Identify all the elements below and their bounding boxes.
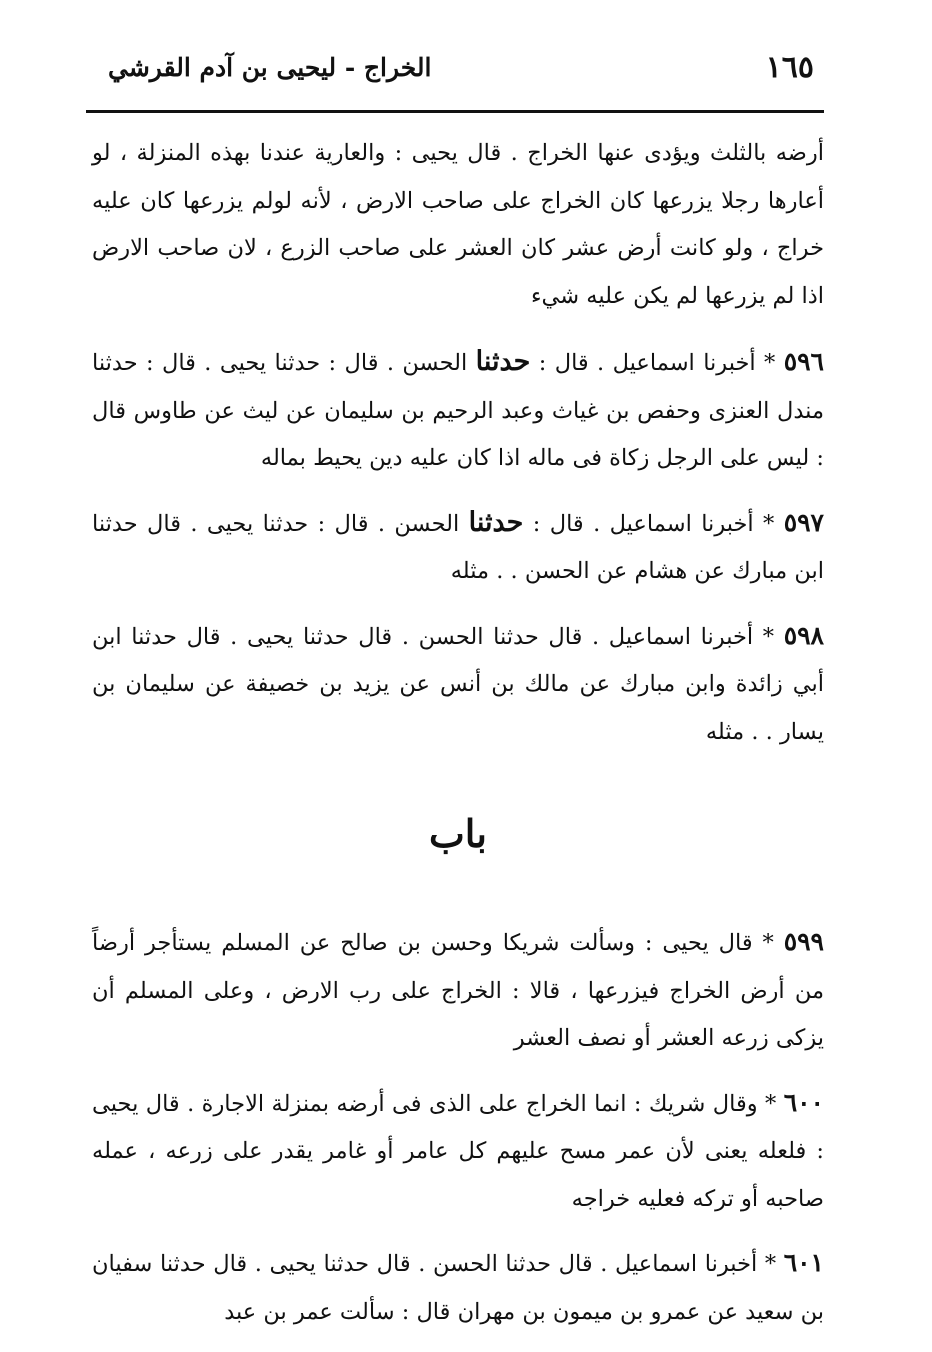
- paragraph-text: * أخبرنا اسماعيل . قال حدثنا الحسن . قال حدثنا يحيى . قال حدثنا ابن أبي زائدة وابن مبارك عن مالك بن أنس عن يزيد بن خصيفة عن سليمان بن يسار . . مثله: [92, 623, 824, 745]
- paragraph-597: [92, 499, 824, 596]
- paragraph-596: [92, 338, 824, 483]
- paragraph-text: * أخبرنا اسماعيل . قال :: [523, 510, 784, 537]
- paragraph-text: الحسن . قال : حدثنا يحيى . قال حدثنا ابن مبارك عن هشام عن الحسن . . مثله: [92, 510, 824, 584]
- emphasized-word: حدثنا: [468, 506, 524, 538]
- hadith-number: ٥٩٧: [783, 507, 824, 537]
- page-header: [108, 42, 814, 92]
- paragraph-598: [92, 612, 824, 757]
- running-title: الخراج - ليحيى بن آدم القرشي: [108, 52, 432, 82]
- paragraph-continuation: [92, 130, 824, 320]
- chapter-heading: باب: [429, 811, 487, 856]
- hadith-number: ٥٩٦: [783, 347, 824, 376]
- paragraph-text: * أخبرنا اسماعيل . قال :: [530, 350, 784, 376]
- hadith-number: ٦٠١: [783, 1248, 824, 1277]
- paragraph-text: الحسن . قال : حدثنا يحيى . قال : حدثنا مندل العنزى وحفص بن غياث وعبد الرحيم بن سليمان عن ليث عن طاوس قال : ليس على الرجل زكاة فى ماله اذا كان عليه دين يحيط بماله: [92, 350, 824, 471]
- hadith-number: ٥٩٨: [783, 620, 824, 650]
- page-number: ١٦٥: [765, 49, 814, 85]
- paragraph-599: [92, 918, 824, 1063]
- paragraph-601: [92, 1239, 824, 1336]
- hadith-number: ٦٠٠: [783, 1087, 824, 1117]
- paragraph-text: أرضه بالثلث ويؤدى عنها الخراج . قال يحيى : والعارية عندنا بهذه المنزلة ، لو أعارها رجلا يزرعها كان الخراج على صاحب الارض ، لأنه لولم يزرعها كان عليه خراج ، ولو كانت أرض عشر كان العشر على صاحب الزرع ، لان صاحب الارض اذا لم يزرعها لم يكن عليه شيء: [92, 140, 824, 309]
- paragraph-600: [92, 1079, 824, 1224]
- paragraph-text: * وقال شريك : انما الخراج على الذى فى أرضه بمنزلة الاجارة . قال يحيى : فلعله يعنى لأن عمر مسح عليهم كل عامر أو غامر يقدر على زرعه ، عمله صاحبه أو تركه فعليه خراجه: [92, 1090, 824, 1212]
- paragraph-text: * قال يحيى : وسألت شريكا وحسن بن صالح عن المسلم يستأجر أرضاً من أرض الخراج فيزرعها ، قالا : الخراج على رب الارض ، وعلى المسلم أن يزكى زرعه العشر أو نصف العشر: [92, 930, 824, 1051]
- paragraph-text: * أخبرنا اسماعيل . قال حدثنا الحسن . قال حدثنا يحيى . قال حدثنا سفيان بن سعيد عن عمرو بن ميمون بن مهران قال : سألت عمر بن عبد: [92, 1251, 824, 1325]
- body-text: [92, 130, 824, 1352]
- emphasized-word: حدثنا: [475, 346, 531, 377]
- hadith-number: ٥٩٩: [783, 927, 824, 956]
- header-divider: [86, 110, 824, 113]
